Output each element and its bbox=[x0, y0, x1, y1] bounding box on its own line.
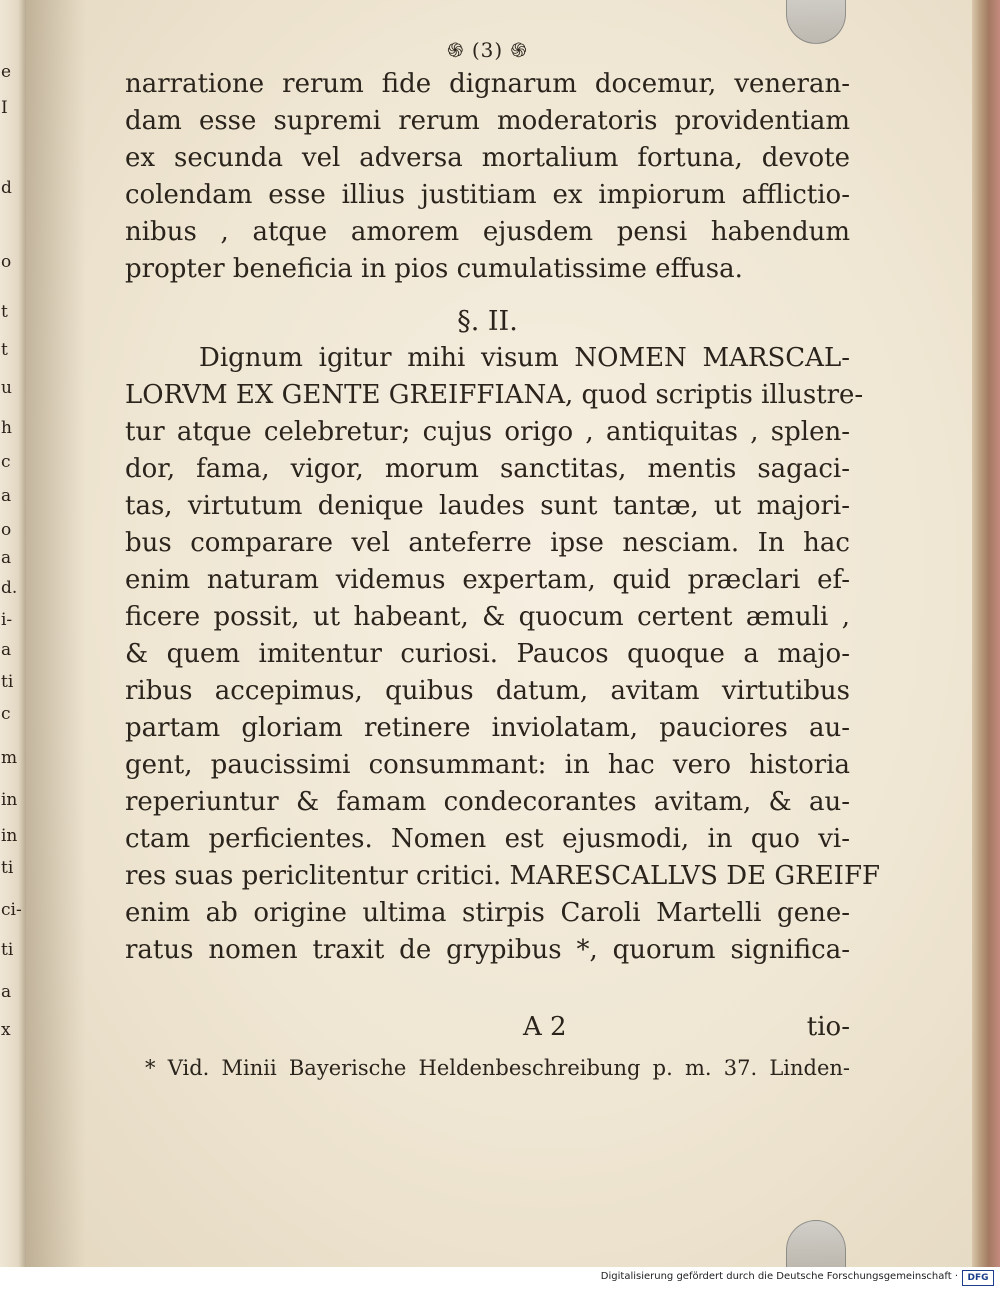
catchword: tio- bbox=[806, 1012, 850, 1042]
text-line: narratione rerum fide dignarum docemur, veneran- bbox=[125, 69, 850, 99]
section-heading: §. II. bbox=[457, 306, 518, 337]
edge-letter: h bbox=[1, 418, 12, 438]
text-line: LORVM EX GENTE GREIFFIANA, quod scriptis illustre- bbox=[125, 380, 864, 410]
text-line: Dignum igitur mihi visum NOMEN MARSCAL- bbox=[199, 343, 850, 373]
page-header: ֍ (3) ֍ bbox=[447, 38, 528, 62]
edge-letter: t bbox=[1, 302, 8, 322]
text-line: dor, fama, vigor, morum sanctitas, mentis sagaci- bbox=[125, 454, 850, 484]
signature-line bbox=[125, 1012, 850, 1049]
edge-letter: a bbox=[1, 486, 12, 506]
text-line: colendam esse illius justitiam ex impiorum afflictio- bbox=[125, 180, 850, 210]
text-line: enim ab origine ultima stirpis Caroli Martelli gene- bbox=[125, 898, 850, 928]
text-line: reperiuntur & famam condecorantes avitam, & au- bbox=[125, 787, 850, 817]
text-line: bus comparare vel anteferre ipse nesciam. In hac bbox=[125, 528, 850, 558]
text-line: tas, virtutum denique laudes sunt tantæ, ut majori- bbox=[125, 491, 850, 521]
edge-letter: x bbox=[1, 1020, 11, 1040]
edge-letter: c bbox=[1, 452, 11, 472]
edge-letter: c bbox=[1, 704, 11, 724]
edge-letter: m bbox=[1, 748, 18, 768]
right-page-edge bbox=[972, 0, 1000, 1267]
text-line: propter beneficia in pios cumulatissime effusa. bbox=[125, 254, 743, 284]
text-line: ex secunda vel adversa mortalium fortuna, devote bbox=[125, 143, 850, 173]
edge-letter: o bbox=[1, 520, 12, 540]
edge-letter: a bbox=[1, 640, 12, 660]
edge-letter: ti bbox=[1, 940, 14, 960]
text-line: ctam perficientes. Nomen est ejusmodi, in quo vi- bbox=[125, 824, 850, 854]
edge-letter: e bbox=[1, 62, 12, 82]
edge-letter: a bbox=[1, 548, 12, 568]
edge-letter: in bbox=[1, 790, 18, 810]
text-line: enim naturam videmus expertam, quid præclari ef- bbox=[125, 565, 850, 595]
footnote: * Vid. Minii Bayerische Heldenbeschreibung p. m. 37. Linden- bbox=[145, 1056, 850, 1080]
edge-letter: t bbox=[1, 340, 8, 360]
edge-letter: ti bbox=[1, 858, 14, 878]
dfg-logo-icon: DFG bbox=[962, 1270, 994, 1286]
text-line: dam esse supremi rerum moderatoris providentiam bbox=[125, 106, 850, 136]
text-line: partam gloriam retinere inviolatam, pauciores au- bbox=[125, 713, 850, 743]
text-line: & quem imitentur curiosi. Paucos quoque a majo- bbox=[125, 639, 850, 669]
edge-letter: a bbox=[1, 982, 12, 1002]
edge-letter: u bbox=[1, 378, 12, 398]
text-line: ratus nomen traxit de grypibus *, quorum significa- bbox=[125, 935, 850, 965]
text-line: ficere possit, ut habeant, & quocum certent æmuli , bbox=[125, 602, 850, 632]
paragraph-1 bbox=[125, 66, 850, 288]
edge-letter: ci- bbox=[1, 900, 22, 920]
edge-letter: d bbox=[1, 178, 12, 198]
text-line: nibus , atque amorem ejusdem pensi habendum bbox=[125, 217, 850, 247]
edge-letter: o bbox=[1, 252, 12, 272]
text-line: gent, paucissimi consummant: in hac vero historia bbox=[125, 750, 850, 780]
edge-letter: I bbox=[1, 98, 8, 118]
text-line: tur atque celebretur; cujus origo , antiquitas , splen- bbox=[125, 417, 850, 447]
left-page-edge-letters bbox=[0, 0, 22, 1267]
paragraph-2 bbox=[125, 340, 881, 969]
edge-letter: d. bbox=[1, 578, 18, 598]
text-line: res suas periclitentur critici. MARESCALLVS DE GREIFF bbox=[125, 861, 881, 891]
edge-letter: ti bbox=[1, 672, 14, 692]
gutter-shadow bbox=[26, 0, 86, 1267]
funding-credit: Digitalisierung gefördert durch die Deutsche Forschungsgemeinschaft · bbox=[600, 1271, 958, 1282]
text-line: ribus accepimus, quibus datum, avitam virtutibus bbox=[125, 676, 850, 706]
edge-letter: in bbox=[1, 826, 18, 846]
footer-bar bbox=[0, 1267, 1000, 1289]
signature-mark: A 2 bbox=[523, 1012, 567, 1042]
edge-letter: i- bbox=[1, 610, 13, 630]
